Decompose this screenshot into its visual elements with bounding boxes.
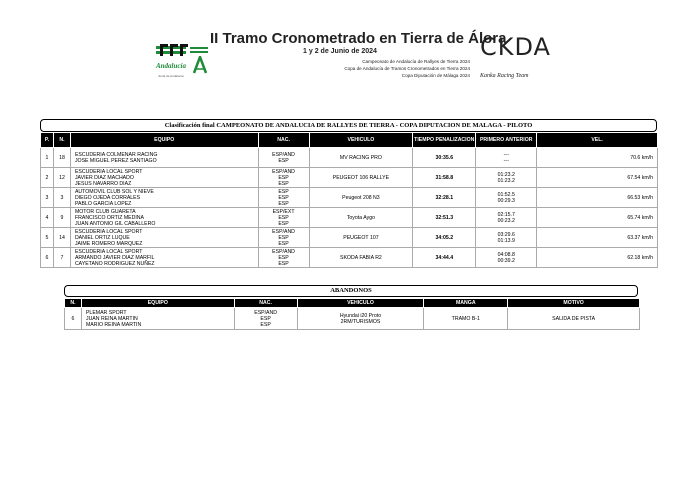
classification-title: Clasificación final CAMPEONATO DE ANDALUCIA DE RALLYES DE TIERRA - COPA DIPUTACION DE MALAGA - PILOTO <box>40 119 657 132</box>
col-vehicle: VEHICULO <box>297 299 424 308</box>
cell-nat <box>234 308 297 330</box>
gap-previous: 01:23.2 <box>497 177 515 184</box>
nat-value: ESP <box>278 157 289 164</box>
gap-first: 03:29.6 <box>497 231 515 238</box>
cell-vehicle: MV RACING PRO <box>309 148 413 168</box>
codriver-name: JAIME ROMERO MARQUEZ <box>74 240 143 247</box>
nat-value: ESP/AND <box>272 228 295 235</box>
table-header-row <box>41 133 658 148</box>
table-row <box>41 168 658 188</box>
nat-value: ESP <box>278 180 289 187</box>
cell-vehicle: Peugeot 208 N3 <box>309 188 413 208</box>
cell-vehicle: Toyota Aygo <box>309 208 413 228</box>
cell-team <box>70 208 258 228</box>
nat-value: ESP/AND <box>254 309 278 316</box>
vehicle-class: 2RM/TURISMOS <box>340 318 381 325</box>
cell-speed: 63.37 km/h <box>537 228 658 248</box>
cell-speed: 66.53 km/h <box>537 188 658 208</box>
gap-previous: 00:29.3 <box>497 197 515 204</box>
nat-value: ESP <box>278 260 289 267</box>
abandons-title: ABANDONOS <box>64 285 638 297</box>
cell-time: 34:05.2 <box>413 228 476 248</box>
cell-vehicle: PEUGEOT 107 <box>309 228 413 248</box>
driver-name: JAVIER DIAZ MACHADO <box>74 174 134 181</box>
col-team: EQUIPO <box>70 133 258 148</box>
cell-time: 30:35.6 <box>413 148 476 168</box>
cell-pos: 6 <box>41 248 54 268</box>
driver-name: FRANCISCO ORTIZ MEDINA <box>74 214 145 221</box>
col-pos: P. <box>41 133 54 148</box>
cell-stage: TRAMO B-1 <box>424 308 508 330</box>
cell-first <box>476 168 537 188</box>
nat-value: ESP <box>278 254 289 261</box>
col-nat: NAC. <box>234 299 297 308</box>
team-name: ESCUDERIA LOCAL SPORT <box>74 228 143 235</box>
cell-num: 3 <box>53 188 70 208</box>
team-name: ESCUDERIA LOCAL SPORT <box>74 168 143 175</box>
cell-team <box>70 188 258 208</box>
nat-value: ESP <box>278 234 289 241</box>
gap-first: 01:52.5 <box>497 191 515 198</box>
cell-num: 14 <box>53 228 70 248</box>
abandon-row <box>65 308 640 330</box>
cell-speed: 62.18 km/h <box>537 248 658 268</box>
andalucia-subtitle: Junta de Andalucía <box>158 74 184 78</box>
gap-first: 04:08.8 <box>497 251 515 258</box>
championship-line: Copa de Andalucía de Tramos Cronometrados en Tierra 2024 <box>344 66 470 71</box>
cell-num: 9 <box>53 208 70 228</box>
col-num: N. <box>65 299 82 308</box>
cell-nat <box>258 208 309 228</box>
cell-team <box>81 308 234 330</box>
cell-time: 32:51.3 <box>413 208 476 228</box>
nat-value: ESP <box>278 214 289 221</box>
nat-value: ESP <box>278 174 289 181</box>
page-header <box>0 0 680 100</box>
cdda-wordmark: CKDA <box>480 33 551 61</box>
cell-first <box>476 228 537 248</box>
cell-speed: 70.6 km/h <box>537 148 658 168</box>
classification-table <box>40 132 658 268</box>
cell-first <box>476 148 537 168</box>
championship-line: Campeonato de Andalucía de Rallyes de Tierra 2024 <box>362 59 470 64</box>
cell-first <box>476 208 537 228</box>
cell-vehicle: PEUGEOT 106 RALLYE <box>309 168 413 188</box>
col-speed: VEL. <box>537 133 658 148</box>
codriver-name: PABLO GARCIA LOPEZ <box>74 200 132 207</box>
col-vehicle: VEHICULO <box>309 133 413 148</box>
col-reason: MOTIVO <box>508 299 640 308</box>
driver-name: JUAN REINA MARTIN <box>85 315 138 322</box>
table-row <box>41 208 658 228</box>
cell-num: 12 <box>53 168 70 188</box>
cell-time: 32:28.1 <box>413 188 476 208</box>
nat-value: ESP <box>260 321 271 328</box>
cell-nat <box>258 168 309 188</box>
team-name: PLEMAR SPORT <box>85 309 127 316</box>
col-num: N. <box>53 133 70 148</box>
nat-value: ESP/EXT <box>272 208 295 215</box>
cell-nat <box>258 228 309 248</box>
cell-team <box>70 248 258 268</box>
cell-time: 31:58.8 <box>413 168 476 188</box>
cell-team <box>70 168 258 188</box>
andalucia-wordmark: Andalucía <box>156 62 186 70</box>
driver-name: ARMANDO JAVIER DIAZ MARFIL <box>74 254 155 261</box>
team-name: AUTOMOVIL CLUB SOL Y NIEVE <box>74 188 154 195</box>
codriver-name: JUAN ANTONIO GIL CABALLERO <box>74 220 156 227</box>
codriver-name: MARIO REINA MARTIN <box>85 321 142 328</box>
cell-nat <box>258 188 309 208</box>
championship-line: Copa Diputación de Málaga 2024 <box>401 73 470 78</box>
nat-value: ESP <box>278 240 289 247</box>
abandons-header-row <box>65 299 640 308</box>
table-row <box>41 188 658 208</box>
gap-first: --- <box>503 151 509 158</box>
driver-name: JOSE MIGUEL PEREZ SANTIAGO <box>74 157 157 164</box>
col-nat: NAC. <box>258 133 309 148</box>
cell-vehicle <box>297 308 424 330</box>
table-row <box>41 228 658 248</box>
table-row <box>41 148 658 168</box>
nat-value: ESP/AND <box>272 151 295 158</box>
gap-previous: --- <box>503 157 509 164</box>
team-name: ESCUDERIA LOCAL SPORT <box>74 248 143 255</box>
gap-first: 01:23.2 <box>497 171 515 178</box>
cell-first <box>476 248 537 268</box>
nat-value: ESP/AND <box>272 248 295 255</box>
gap-first: 02:15.7 <box>497 211 515 218</box>
gap-previous: 01:13.9 <box>497 237 515 244</box>
team-name: ESCUDERIA COLMENAR RACING <box>74 151 158 158</box>
cell-nat <box>258 248 309 268</box>
gap-previous: 00:23.2 <box>497 217 515 224</box>
nat-value: ESP <box>260 315 271 322</box>
kanka-racing-logo <box>476 33 551 85</box>
gap-previous: 00:39.2 <box>497 257 515 264</box>
cell-team <box>70 228 258 248</box>
cell-speed: 67.54 km/h <box>537 168 658 188</box>
col-first: PRIMERO ANTERIOR <box>476 133 537 148</box>
cell-pos: 5 <box>41 228 54 248</box>
driver-name: DIEGO OJEDA CORRALES <box>74 194 141 201</box>
cell-num: 7 <box>53 248 70 268</box>
cell-pos: 1 <box>41 148 54 168</box>
vehicle-model: Hyundai i20 Proto <box>339 312 382 319</box>
event-title: II Tramo Cronometrado en Tierra de Álora <box>210 30 507 47</box>
col-stage: MANGA <box>424 299 508 308</box>
nat-value: ESP <box>278 188 289 195</box>
cell-vehicle: SKODA FABIA R2 <box>309 248 413 268</box>
cell-pos: 2 <box>41 168 54 188</box>
kanka-team-name: Kanka Racing Team <box>480 73 529 79</box>
col-time: TIEMPO PENALIZACION <box>413 133 476 148</box>
table-row <box>41 248 658 268</box>
team-name: MOTOR CLUB GUARETA <box>74 208 136 215</box>
championship-list <box>290 58 470 79</box>
cell-speed: 65.74 km/h <box>537 208 658 228</box>
cell-time: 34:44.4 <box>413 248 476 268</box>
cell-reason: SALIDA DE PISTA <box>508 308 640 330</box>
event-dates: 1 y 2 de Junio de 2024 <box>303 48 377 55</box>
nat-value: ESP/AND <box>272 168 295 175</box>
nat-value: ESP <box>278 200 289 207</box>
andalucia-a-icon <box>192 56 208 74</box>
nat-value: ESP <box>278 220 289 227</box>
codriver-name: CAYETANO RODRIGUEZ NUÑEZ <box>74 260 155 267</box>
cell-num: 6 <box>65 308 82 330</box>
abandons-table <box>64 298 640 330</box>
cell-team <box>70 148 258 168</box>
codriver-name: JESUS NAVARRO DIAZ <box>74 180 132 187</box>
cell-pos: 4 <box>41 208 54 228</box>
nat-value: ESP <box>278 194 289 201</box>
cell-first <box>476 188 537 208</box>
cell-num: 18 <box>53 148 70 168</box>
andalucia-logo <box>156 56 214 80</box>
col-team: EQUIPO <box>81 299 234 308</box>
cell-pos: 3 <box>41 188 54 208</box>
cell-nat <box>258 148 309 168</box>
driver-name: DANIEL ORTIZ LUQUE <box>74 234 130 241</box>
